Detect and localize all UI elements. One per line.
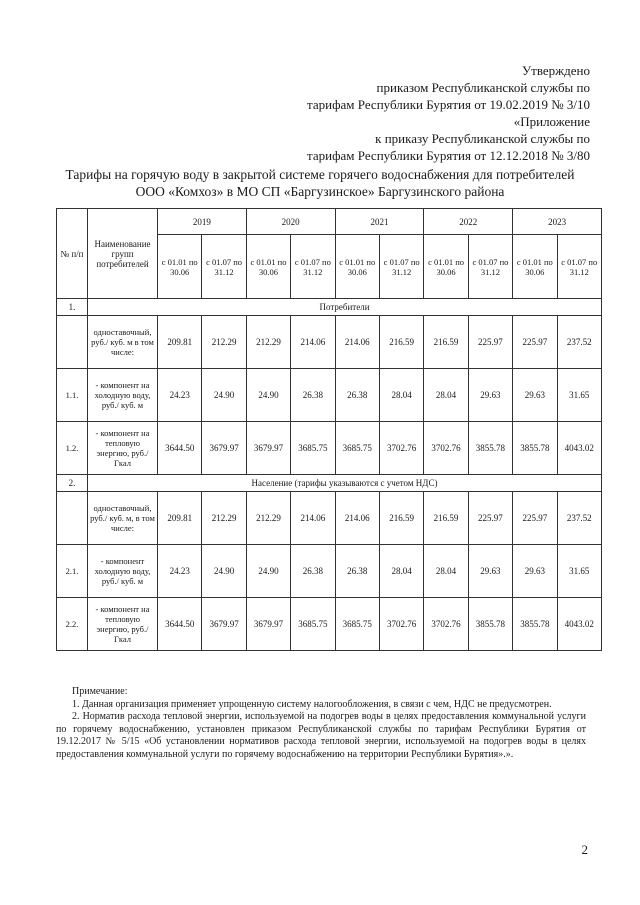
tariff-value: 26.38 xyxy=(335,545,379,598)
header-period: с 01.07 по 31.12 xyxy=(291,235,335,299)
tariff-value: 225.97 xyxy=(513,316,557,369)
tariff-value: 3685.75 xyxy=(291,422,335,475)
tariff-value: 3685.75 xyxy=(335,598,379,651)
tariff-value: 225.97 xyxy=(468,492,512,545)
row-number: 2.1. xyxy=(57,545,88,598)
approval-block xyxy=(260,62,590,164)
tariff-value: 212.29 xyxy=(246,316,290,369)
tariff-value: 212.29 xyxy=(202,316,246,369)
tariff-value: 26.38 xyxy=(335,369,379,422)
header-period: с 01.01 по 30.06 xyxy=(513,235,557,299)
tariff-value: 28.04 xyxy=(424,545,468,598)
tariff-value: 3679.97 xyxy=(202,422,246,475)
section-title: Потребители xyxy=(88,299,602,316)
tariff-value: 3855.78 xyxy=(468,422,512,475)
tariff-value: 3679.97 xyxy=(246,598,290,651)
row-consumer-group: - компонент на тепловую энергию, руб./Гкал xyxy=(88,422,158,475)
row-consumer-group: - компонент на холодную воду, руб./ куб. м xyxy=(88,369,158,422)
section-number: 1. xyxy=(57,299,88,316)
approval-line: Утверждено xyxy=(521,63,590,78)
tariff-value: 3702.76 xyxy=(379,598,423,651)
row-consumer-group: одноставочный, руб./ куб. м в том числе: xyxy=(88,316,158,369)
tariff-value: 212.29 xyxy=(202,492,246,545)
tariff-value: 4043.02 xyxy=(557,598,601,651)
tariff-value: 26.38 xyxy=(291,545,335,598)
tariff-value: 24.90 xyxy=(246,545,290,598)
approval-line: тарифам Республики Бурятия от 19.02.2019 № 3/10 xyxy=(307,97,590,112)
tariff-value: 216.59 xyxy=(424,492,468,545)
tariff-value: 216.59 xyxy=(379,316,423,369)
tariff-table xyxy=(56,208,602,651)
notes-heading: Примечание: xyxy=(72,686,128,697)
tariff-value: 3644.50 xyxy=(158,598,202,651)
tariff-value: 28.04 xyxy=(424,369,468,422)
tariff-value: 3855.78 xyxy=(468,598,512,651)
header-period: с 01.01 по 30.06 xyxy=(158,235,202,299)
tariff-value: 28.04 xyxy=(379,369,423,422)
document-title xyxy=(40,166,600,200)
table-row xyxy=(57,369,602,422)
approval-line: к приказу Республиканской службы по xyxy=(375,131,590,146)
tariff-value: 237.52 xyxy=(557,316,601,369)
tariff-value: 216.59 xyxy=(379,492,423,545)
tariff-value: 29.63 xyxy=(468,369,512,422)
approval-line: тарифам Республики Бурятия от 12.12.2018 № 3/80 xyxy=(307,148,590,163)
header-year: 2019 xyxy=(158,209,247,235)
row-number xyxy=(57,316,88,369)
tariff-value: 3702.76 xyxy=(424,598,468,651)
tariff-value: 3855.78 xyxy=(513,598,557,651)
table-row xyxy=(57,545,602,598)
tariff-value: 214.06 xyxy=(291,316,335,369)
tariff-value: 31.65 xyxy=(557,369,601,422)
header-year: 2022 xyxy=(424,209,513,235)
tariff-value: 26.38 xyxy=(291,369,335,422)
header-period: с 01.01 по 30.06 xyxy=(246,235,290,299)
tariff-value: 24.23 xyxy=(158,369,202,422)
tariff-value: 214.06 xyxy=(335,316,379,369)
tariff-value: 3644.50 xyxy=(158,422,202,475)
tariff-value: 29.63 xyxy=(468,545,512,598)
tariff-value: 209.81 xyxy=(158,316,202,369)
section-title: Население (тарифы указываются с учетом НДС) xyxy=(88,475,602,492)
header-period: с 01.07 по 31.12 xyxy=(557,235,601,299)
header-period: с 01.07 по 31.12 xyxy=(202,235,246,299)
tariff-value: 29.63 xyxy=(513,545,557,598)
row-number xyxy=(57,492,88,545)
tariff-value: 216.59 xyxy=(424,316,468,369)
tariff-value: 3702.76 xyxy=(379,422,423,475)
header-period: с 01.01 по 30.06 xyxy=(335,235,379,299)
table-row xyxy=(57,316,602,369)
section-row xyxy=(57,299,602,316)
header-period: с 01.07 по 31.12 xyxy=(468,235,512,299)
header-period: с 01.01 по 30.06 xyxy=(424,235,468,299)
table-row xyxy=(57,422,602,475)
header-year: 2023 xyxy=(513,209,602,235)
tariff-value: 24.90 xyxy=(202,545,246,598)
section-row xyxy=(57,475,602,492)
header-consumer-group: Наименование групп потребителей xyxy=(88,209,158,299)
section-number: 2. xyxy=(57,475,88,492)
tariff-value: 209.81 xyxy=(158,492,202,545)
notes-block xyxy=(56,686,586,761)
approval-line: приказом Республиканской службы по xyxy=(376,80,590,95)
tariff-value: 214.06 xyxy=(291,492,335,545)
tariff-value: 3855.78 xyxy=(513,422,557,475)
tariff-value: 214.06 xyxy=(335,492,379,545)
row-consumer-group: - компонент холодную воду, руб./ куб. м xyxy=(88,545,158,598)
row-number: 1.1. xyxy=(57,369,88,422)
tariff-value: 225.97 xyxy=(513,492,557,545)
tariff-value: 3685.75 xyxy=(335,422,379,475)
header-year: 2021 xyxy=(335,209,424,235)
tariff-value: 24.90 xyxy=(246,369,290,422)
title-line-2: ООО «Комхоз» в МО СП «Баргузинское» Баргузинского района xyxy=(135,184,505,199)
row-number: 2.2. xyxy=(57,598,88,651)
header-year: 2020 xyxy=(246,209,335,235)
tariff-value: 4043.02 xyxy=(557,422,601,475)
header-period: с 01.07 по 31.12 xyxy=(379,235,423,299)
tariff-value: 24.90 xyxy=(202,369,246,422)
table-row xyxy=(57,492,602,545)
header-number: № п/п xyxy=(57,209,88,299)
tariff-value: 29.63 xyxy=(513,369,557,422)
approval-line: «Приложение xyxy=(513,114,590,129)
page-number: 2 xyxy=(581,842,588,857)
row-consumer-group: одноставочный, руб./ куб. м, в том числе: xyxy=(88,492,158,545)
table-row xyxy=(57,598,602,651)
row-number: 1.2. xyxy=(57,422,88,475)
tariff-value: 31.65 xyxy=(557,545,601,598)
note-item: 2. Норматив расхода тепловой энергии, используемой на подогрев воды в целях предоставления коммунальной услуги по горячему водоснабжению, установлен приказом Республиканской службы по тарифам Республики Бурятия от 19.12.2017 № 5/15 «Об установлении нормативов расхода тепловой энергии, используемой на подогрев воды в целях предоставления коммунальной услуги по горячему водоснабжению на территории Республики Бурятия».». xyxy=(56,711,586,760)
title-line-1: Тарифы на горячую воду в закрытой системе горячего водоснабжения для потребителей xyxy=(65,167,575,182)
note-item: 1. Данная организация применяет упрощенную систему налогообложения, в связи с чем, НДС не предусмотрен. xyxy=(72,698,552,710)
tariff-value: 3702.76 xyxy=(424,422,468,475)
row-consumer-group: - компонент на тепловую энергию, руб./Гкал xyxy=(88,598,158,651)
tariff-value: 3679.97 xyxy=(246,422,290,475)
tariff-value: 225.97 xyxy=(468,316,512,369)
tariff-value: 237.52 xyxy=(557,492,601,545)
tariff-value: 28.04 xyxy=(379,545,423,598)
tariff-value: 24.23 xyxy=(158,545,202,598)
tariff-value: 212.29 xyxy=(246,492,290,545)
tariff-value: 3679.97 xyxy=(202,598,246,651)
tariff-body xyxy=(57,299,602,651)
tariff-value: 3685.75 xyxy=(291,598,335,651)
